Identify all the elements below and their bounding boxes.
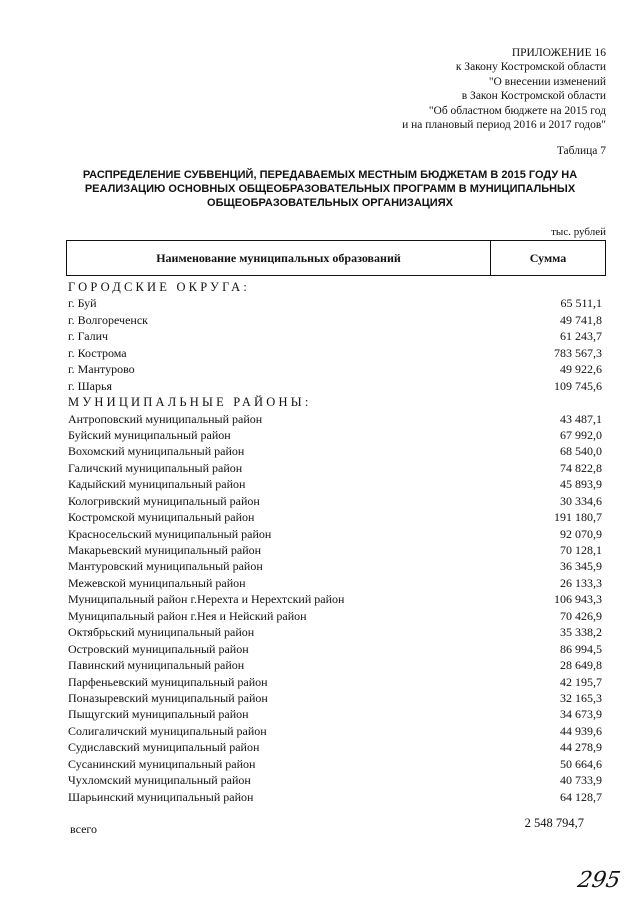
amount-value: 30 334,6 — [560, 493, 602, 508]
total-row — [66, 816, 606, 836]
municipality-name: Судиславский муниципальный район — [68, 740, 260, 755]
municipality-name: Муниципальный район г.Нерехта и Нерехтский район — [68, 592, 345, 607]
amount-value: 34 673,9 — [560, 707, 602, 722]
table-row — [66, 345, 606, 361]
section-heading-row — [66, 394, 606, 410]
amount-value: 92 070,9 — [560, 526, 602, 541]
municipality-name: Антроповский муниципальный район — [68, 411, 263, 426]
amount-value: 70 426,9 — [560, 608, 602, 623]
table-row — [66, 295, 606, 311]
table-row — [66, 328, 606, 344]
table-row — [66, 411, 606, 427]
amount-value: 86 994,5 — [560, 641, 602, 656]
table-row — [66, 575, 606, 591]
municipality-name: г. Волгореченск — [68, 312, 148, 327]
amount-value: 67 992,0 — [560, 427, 602, 442]
table-row — [66, 591, 606, 607]
title-line: ОБЩЕОБРАЗОВАТЕЛЬНЫХ ОРГАНИЗАЦИЯХ — [207, 197, 453, 209]
amount-value: 43 487,1 — [560, 411, 602, 426]
amount-value: 36 345,9 — [560, 559, 602, 574]
municipality-name: Павинский муниципальный район — [68, 658, 245, 673]
column-header-name: Наименование муниципальных образований — [67, 241, 491, 275]
amount-value: 61 243,7 — [560, 329, 602, 344]
municipality-name: г. Кострома — [68, 345, 127, 360]
amount-value: 45 893,9 — [560, 477, 602, 492]
amount-value: 32 165,3 — [560, 690, 602, 705]
municipality-name: Кологривский муниципальный район — [68, 493, 260, 508]
total-label: всего — [70, 822, 98, 836]
municipality-name: Кадыйский муниципальный район — [68, 477, 246, 492]
table-row — [66, 493, 606, 509]
amount-value: 109 745,6 — [554, 378, 602, 393]
appendix-header — [402, 46, 606, 132]
table-row — [66, 608, 606, 624]
header-line: и на плановый период 2016 и 2017 годов" — [402, 119, 606, 132]
amount-value: 191 180,7 — [554, 510, 602, 525]
amount-value: 50 664,6 — [560, 756, 602, 771]
table-row — [66, 674, 606, 690]
table-row — [66, 624, 606, 640]
document-title — [60, 168, 600, 210]
units-label: тыс. рублей — [551, 226, 606, 238]
title-line: РАСПРЕДЕЛЕНИЕ СУБВЕНЦИЙ, ПЕРЕДАВАЕМЫХ МЕСТНЫМ БЮДЖЕТАМ В 2015 ГОДУ НА — [82, 169, 578, 181]
table-row — [66, 756, 606, 772]
table-row — [66, 558, 606, 574]
table-row — [66, 476, 606, 492]
municipality-name: Костромской муниципальный район — [68, 510, 255, 525]
amount-value: 44 278,9 — [560, 740, 602, 755]
amount-value: 65 511,1 — [560, 296, 602, 311]
section-heading: МУНИЦИПАЛЬНЫЕ РАЙОНЫ: — [68, 395, 312, 410]
amount-value: 49 922,6 — [560, 362, 602, 377]
amount-value: 44 939,6 — [560, 723, 602, 738]
municipality-name: Красносельский муниципальный район — [68, 526, 272, 541]
table-row — [66, 657, 606, 673]
municipality-name: Мантуровский муниципальный район — [68, 559, 263, 574]
header-line: к Закону Костромской области — [455, 61, 606, 74]
section-heading-row — [66, 279, 606, 295]
table-row — [66, 706, 606, 722]
municipality-name: г. Галич — [68, 329, 109, 344]
municipality-name: Солигаличский муниципальный район — [68, 723, 267, 738]
table-row — [66, 772, 606, 788]
municipality-name: г. Буй — [68, 296, 97, 311]
header-line: "О внесении изменений — [488, 75, 606, 88]
municipality-name: Галичский муниципальный район — [68, 460, 243, 475]
header-line: "Об областном бюджете на 2015 год — [428, 104, 606, 117]
table-row — [66, 690, 606, 706]
amount-value: 106 943,3 — [554, 592, 602, 607]
municipality-name: Островский муниципальный район — [68, 641, 249, 656]
table-row — [66, 312, 606, 328]
municipality-name: Поназыревский муниципальный район — [68, 690, 268, 705]
municipality-name: г. Мантурово — [68, 362, 135, 377]
municipality-name: г. Шарья — [68, 378, 112, 393]
table-row — [66, 361, 606, 377]
municipality-name: Вохомский муниципальный район — [68, 444, 245, 459]
table-number: Таблица 7 — [556, 145, 606, 157]
table-row — [66, 789, 606, 805]
table-body — [66, 279, 606, 805]
amount-value: 49 741,8 — [560, 312, 602, 327]
municipality-name: Муниципальный район г.Нея и Нейский район — [68, 608, 307, 623]
amount-value: 35 338,2 — [560, 625, 602, 640]
amount-value: 64 128,7 — [560, 789, 602, 804]
amount-value: 783 567,3 — [554, 345, 602, 360]
column-header-sum: Сумма — [529, 250, 567, 265]
municipality-name: Макарьевский муниципальный район — [68, 543, 262, 557]
table-row — [66, 723, 606, 739]
amount-value: 28 649,8 — [560, 658, 602, 673]
title-line: РЕАЛИЗАЦИЮ ОСНОВНЫХ ОБЩЕОБРАЗОВАТЕЛЬНЫХ ПРОГРАММ В МУНИЦИПАЛЬНЫХ — [84, 183, 576, 195]
table-row — [66, 378, 606, 394]
table-row — [66, 509, 606, 525]
table-row — [66, 526, 606, 542]
table-header — [66, 240, 606, 276]
amount-value: 26 133,3 — [560, 575, 602, 590]
total-value: 2 548 794,7 — [524, 816, 584, 830]
table-row — [66, 542, 606, 558]
header-line: в Закон Костромской области — [461, 90, 606, 103]
table-row — [66, 443, 606, 459]
amount-value: 74 822,8 — [560, 460, 602, 475]
municipality-name: Шарьинский муниципальный район — [68, 789, 254, 804]
municipality-name: Межевской муниципальный район — [68, 575, 246, 590]
amount-value: 68 540,0 — [560, 444, 602, 459]
municipality-name: Буйский муниципальный район — [68, 427, 231, 442]
amount-value: 42 195,7 — [560, 674, 602, 689]
municipality-name: Октябрьский муниципальный район — [68, 625, 255, 640]
table-row — [66, 460, 606, 476]
municipality-name: Пыщугский муниципальный район — [68, 707, 249, 722]
municipality-name: Чухломский муниципальный район — [68, 773, 251, 788]
table-row — [66, 641, 606, 657]
table-row — [66, 427, 606, 443]
amount-value: 40 733,9 — [560, 773, 602, 788]
page-number: 295 — [575, 868, 623, 893]
municipality-name: Сусанинский муниципальный район — [68, 756, 256, 771]
amount-value: 70 128,1 — [560, 543, 602, 557]
header-line: ПРИЛОЖЕНИЕ 16 — [511, 47, 606, 59]
municipality-name: Парфеньевский муниципальный район — [68, 674, 268, 689]
section-heading: ГОРОДСКИЕ ОКРУГА: — [68, 280, 251, 294]
table-row — [66, 739, 606, 755]
